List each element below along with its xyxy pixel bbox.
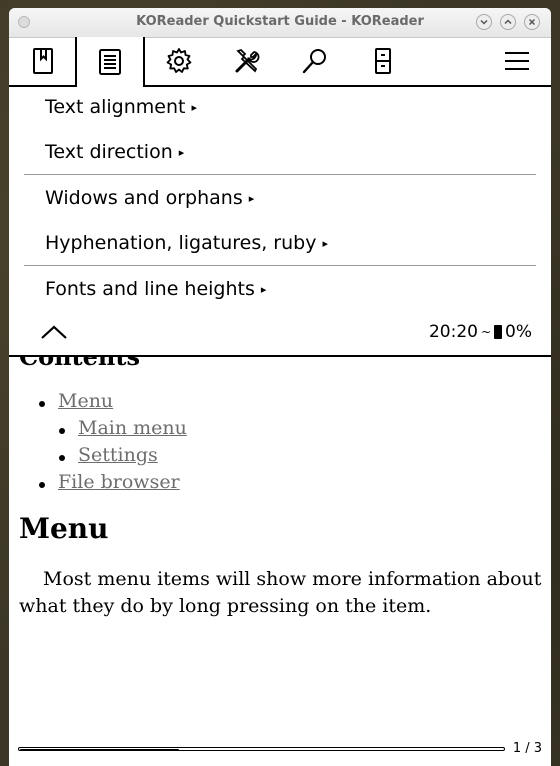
bullet-icon	[39, 482, 45, 488]
tab-search[interactable]	[283, 37, 347, 85]
tab-tools[interactable]	[215, 37, 279, 85]
reading-progress-fill	[20, 749, 179, 751]
tab-settings[interactable]	[147, 37, 211, 85]
top-menu-tabbar	[9, 37, 551, 87]
close-icon	[528, 18, 536, 26]
battery-level: 0%	[505, 322, 532, 342]
chevron-up-icon	[504, 18, 512, 26]
search-icon	[300, 46, 330, 76]
status-bar	[429, 322, 532, 342]
submenu-arrow-icon: ▸	[260, 282, 267, 296]
clock-time: 20:20	[428, 322, 478, 342]
menu-item-text-direction[interactable]	[45, 132, 184, 172]
menu-item-text-alignment[interactable]	[45, 87, 197, 127]
close-button[interactable]	[524, 14, 540, 30]
toc-link-menu[interactable]: Menu	[58, 390, 114, 412]
document-page	[9, 338, 551, 748]
submenu-arrow-icon: ▸	[248, 191, 255, 205]
menu-item-label: Text alignment	[45, 96, 186, 118]
toc-link-file-browser[interactable]: File browser	[58, 471, 180, 493]
tab-main-menu[interactable]	[485, 37, 549, 85]
charging-icon: ~	[480, 325, 492, 339]
title-bar[interactable]	[9, 8, 551, 38]
submenu-arrow-icon: ▸	[322, 236, 328, 250]
document-menu-panel	[9, 87, 551, 357]
bookmark-icon	[28, 46, 58, 76]
menu-item-label: Text direction	[45, 141, 173, 163]
document-list-icon	[95, 47, 125, 77]
section-heading: Menu	[19, 512, 109, 545]
page-counter: 1 / 3	[512, 741, 542, 756]
gear-icon	[164, 46, 194, 76]
menu-separator	[24, 174, 536, 175]
close-menu-button[interactable]	[39, 322, 69, 342]
tab-document[interactable]	[75, 37, 145, 87]
toc-link-main-menu[interactable]: Main menu	[78, 417, 187, 439]
tab-filebrowser[interactable]	[351, 37, 415, 85]
submenu-arrow-icon: ▸	[191, 100, 197, 114]
window-title: KOReader Quickstart Guide - KOReader	[136, 14, 424, 29]
battery-icon	[494, 325, 502, 339]
menu-item-label: Widows and orphans	[45, 187, 243, 209]
menu-item-hyphenation[interactable]	[45, 223, 328, 263]
submenu-arrow-icon: ▸	[178, 145, 185, 159]
maximize-button[interactable]	[500, 14, 516, 30]
chevron-up-icon	[39, 322, 69, 342]
reader-footer[interactable]	[9, 740, 551, 760]
bullet-icon	[59, 455, 65, 461]
reading-progress-bar[interactable]	[18, 747, 505, 751]
hamburger-menu-icon	[502, 46, 532, 76]
menu-item-label: Fonts and line heights	[45, 278, 255, 300]
menu-separator	[24, 265, 536, 266]
bullet-icon	[39, 401, 45, 407]
toc-link-settings[interactable]: Settings	[78, 444, 158, 466]
chevron-down-icon	[480, 18, 488, 26]
tab-bookmarks[interactable]	[11, 37, 75, 85]
menu-item-label: Hyphenation, ligatures, ruby	[45, 232, 317, 254]
app-window	[9, 8, 551, 766]
menu-item-widows-orphans[interactable]	[45, 178, 254, 218]
minimize-button[interactable]	[476, 14, 492, 30]
tools-icon	[232, 46, 262, 76]
filing-cabinet-icon	[368, 46, 398, 76]
body-paragraph: Most menu items will show more information about what they do by long pressing on the item.	[19, 568, 542, 617]
bullet-icon	[59, 428, 65, 434]
menu-item-fonts-line-heights[interactable]	[45, 269, 266, 309]
